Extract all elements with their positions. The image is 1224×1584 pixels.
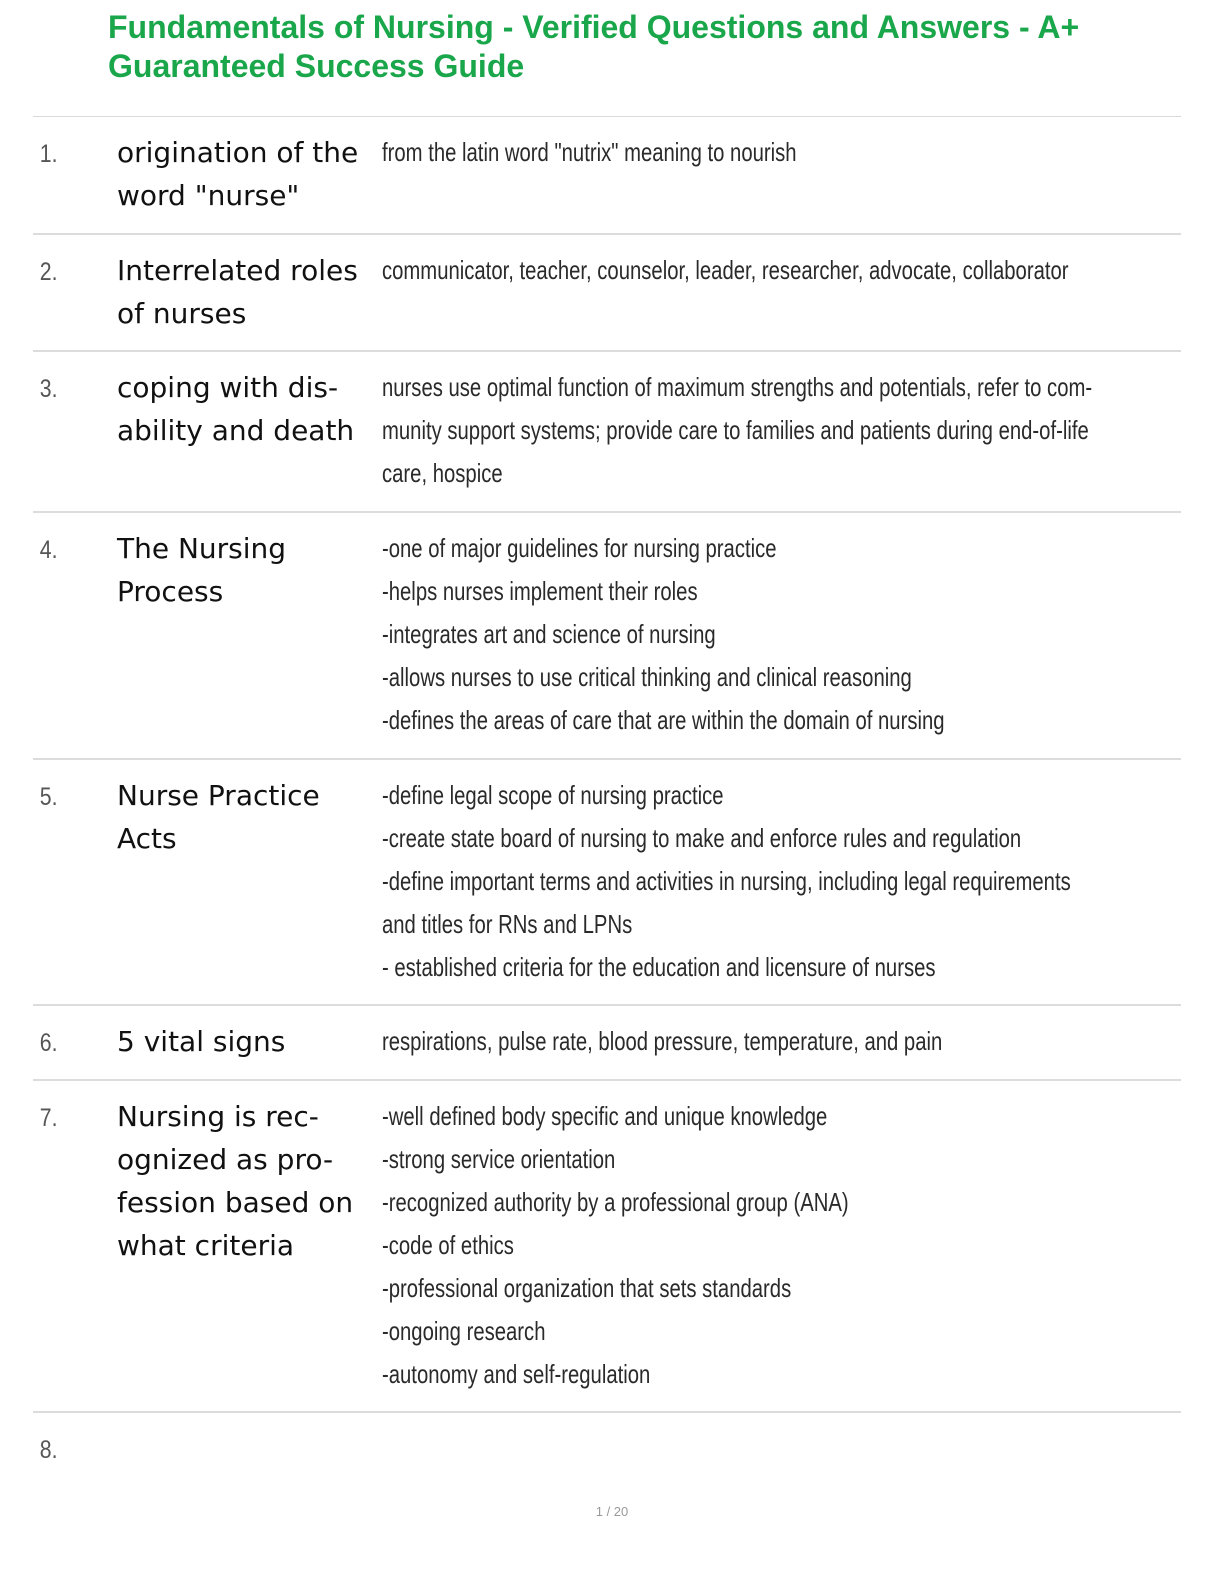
page-indicator: 1 / 20 <box>595 1504 629 1519</box>
definition-line: -one of major guidelines for nursing practice <box>382 533 777 563</box>
qa-row <box>33 352 1181 513</box>
definition-line: nurses use optimal function of maximum strengths and potentials, refer to com- <box>382 372 1093 402</box>
row-term: The Nursing Process <box>117 532 287 608</box>
row-number: 2. <box>39 258 58 286</box>
qa-row <box>33 1413 1181 1483</box>
definition-line: communicator, teacher, counselor, leader, researcher, advocate, collaborator <box>382 255 1069 285</box>
row-number: 6. <box>39 1029 58 1057</box>
definition-line: from the latin word "nutrix" meaning to nourish <box>382 137 797 167</box>
qa-row <box>33 1081 1181 1413</box>
definition-line: -ongoing research <box>382 1316 546 1346</box>
row-term: Interrelated roles of nurses <box>117 254 358 330</box>
row-term: 5 vital signs <box>117 1025 286 1058</box>
row-term: Nursing is rec- ognized as pro- fession based on what criteria <box>117 1100 354 1262</box>
definition-line: -allows nurses to use critical thinking and clinical reasoning <box>382 662 912 692</box>
definition-line: and titles for RNs and LPNs <box>382 909 633 939</box>
definition-line: -integrates art and science of nursing <box>382 619 716 649</box>
definition-line: -well defined body specific and unique knowledge <box>382 1101 828 1131</box>
row-number: 1. <box>39 140 58 168</box>
row-number: 4. <box>39 536 58 564</box>
row-definition <box>382 513 1181 758</box>
row-number: 7. <box>39 1104 58 1132</box>
row-definition <box>382 117 1181 233</box>
qa-row <box>33 760 1181 1006</box>
definition-line: -strong service orientation <box>382 1144 616 1174</box>
row-term <box>117 1413 382 1483</box>
definition-line: -autonomy and self-regulation <box>382 1359 651 1389</box>
row-number: 8. <box>39 1436 58 1464</box>
qa-row <box>33 1006 1181 1081</box>
definition-line: -recognized authority by a professional group (ANA) <box>382 1187 849 1217</box>
definition-line: -create state board of nursing to make and enforce rules and regulation <box>382 823 1022 853</box>
definition-line: -helps nurses implement their roles <box>382 576 698 606</box>
row-definition <box>382 1413 1181 1483</box>
definition-line: respirations, pulse rate, blood pressure, temperature, and pain <box>382 1026 943 1056</box>
row-definition <box>382 1006 1181 1079</box>
row-term: origination of the word "nurse" <box>117 136 359 212</box>
definition-line: -professional organization that sets standards <box>382 1273 792 1303</box>
row-definition <box>382 760 1224 1004</box>
qa-row <box>33 513 1181 760</box>
row-definition <box>382 352 1224 511</box>
row-definition <box>382 235 1224 350</box>
definition-line: -define legal scope of nursing practice <box>382 780 724 810</box>
row-term: coping with dis- ability and death <box>117 371 355 447</box>
row-number: 5. <box>39 783 58 811</box>
qa-table <box>33 116 1181 1483</box>
definition-line: -defines the areas of care that are within the domain of nursing <box>382 705 945 735</box>
definition-line: - established criteria for the education and licensure of nurses <box>382 952 936 982</box>
row-number: 3. <box>39 375 58 403</box>
definition-line: munity support systems; provide care to families and patients during end-of-life <box>382 415 1089 445</box>
row-term: Nurse Practice Acts <box>117 779 320 855</box>
definition-line: care, hospice <box>382 458 503 488</box>
definition-line: -define important terms and activities in nursing, including legal requirements <box>382 866 1071 896</box>
document-title: Fundamentals of Nursing - Verified Questions and Answers - A+ Guaranteed Success Guide <box>108 9 1080 84</box>
row-definition <box>382 1081 1181 1411</box>
qa-row <box>33 235 1181 352</box>
definition-line: -code of ethics <box>382 1230 514 1260</box>
qa-row <box>33 117 1181 235</box>
